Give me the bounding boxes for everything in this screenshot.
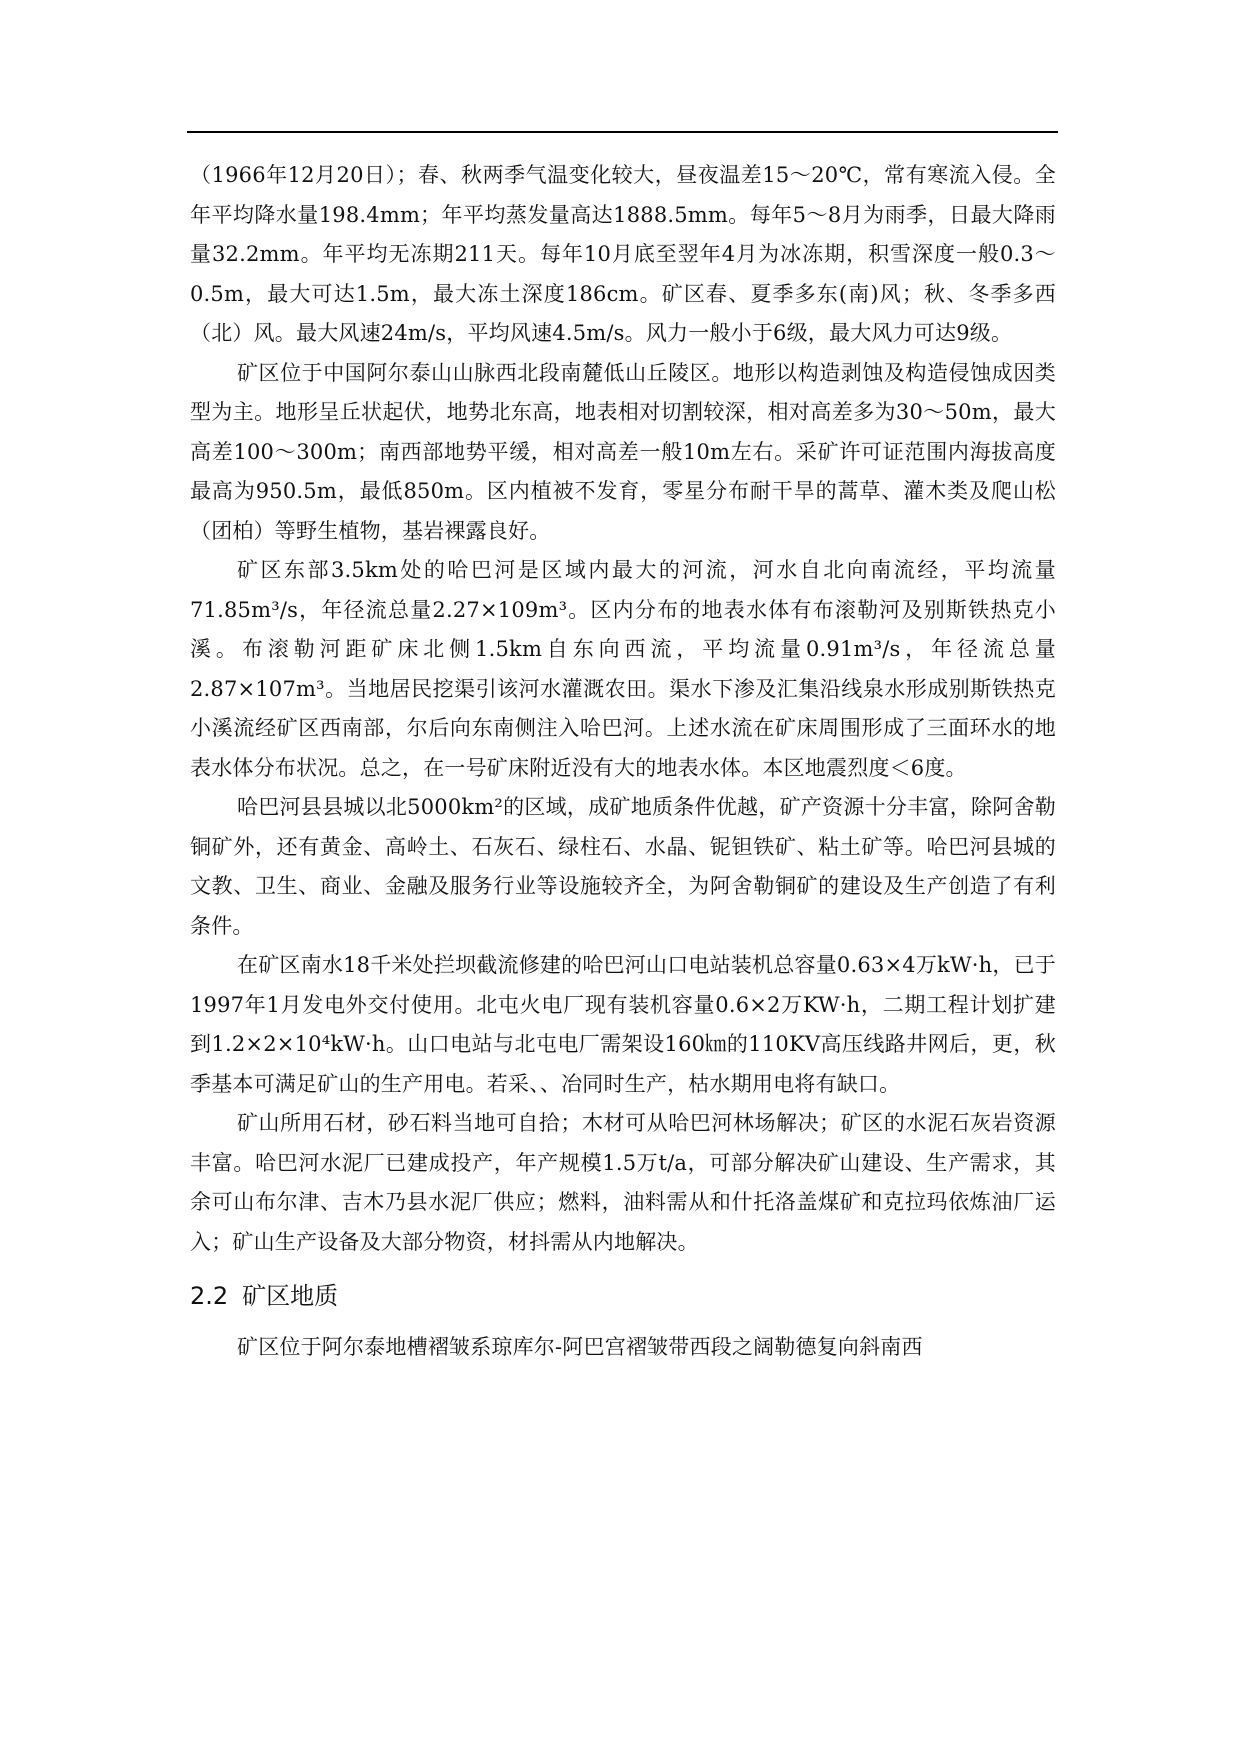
header-rule (187, 131, 1058, 133)
section-heading (190, 1276, 1056, 1316)
section-title: 矿区地质 (242, 1282, 339, 1310)
paragraph-climate: （1966年12月20日）；春、秋两季气温变化较大，昼夜温差15～20℃，常有寒流入侵。全年平均降水量198.4mm；年平均蒸发量高达1888.5mm。每年5～8月为雨季，日最大降雨量32.2mm。年平均无冻期211天。每年10月底至翌年4月为冰冻期，积雪深度一般0.3～0.5m，最大可达1.5m，最大冻土深度186cm。矿区春、夏季多东(南)风；秋、冬季多西（北）风。最大风速24m/s，平均风速4.5m/s。风力一般小于6级，最大风力可达9级。 (190, 163, 1056, 345)
paragraph-hydrology: 矿区东部3.5km处的哈巴河是区域内最大的河流，河水自北向南流经，平均流量71.85m³/s，年径流总量2.27×109m³。区内分布的地表水体有布滚勒河及别斯铁热克小溪。布滚勒河距矿床北侧1.5km自东向西流，平均流量0.91m³/s，年径流总量2.87×107m³。当地居民挖渠引该河水灌溉农田。渠水下渗及汇集沿线泉水形成别斯铁热克小溪流经矿区西南部，尔后向东南侧注入哈巴河。上述水流在矿床周围形成了三面环水的地表水体分布状况。总之，在一号矿床附近没有大的地表水体。本区地震烈度＜6度。 (190, 558, 1056, 780)
paragraph-regional-resources: 哈巴河县县城以北5000km²的区域，成矿地质条件优越，矿产资源十分丰富，除阿舍勒铜矿外，还有黄金、高岭土、石灰石、绿柱石、水晶、铌钽铁矿、粘土矿等。哈巴河县城的文教、卫生、商业、金融及服务行业等设施较齐全，为阿舍勒铜矿的建设及生产创造了有利条件。 (190, 795, 1056, 938)
section-number: 2.2 (190, 1282, 229, 1310)
page-body (190, 156, 1056, 1368)
paragraph-power-supply: 在矿区南水18千米处拦坝截流修建的哈巴河山口电站装机总容量0.63×4万kW·h，已于1997年1月发电外交付使用。北屯火电厂现有装机容量0.6×2万KW·h，二期工程计划扩建到1.2×2×10⁴kW·h。山口电站与北屯电厂需架设160㎞的110KV高压线路井网后，更，秋季基本可满足矿山的生产用电。若采、、冶同时生产，枯水期用电将有缺口。 (190, 953, 1056, 1096)
paragraph-materials-supply: 矿山所用石材，砂石料当地可自拾；木材可从哈巴河林场解决；矿区的水泥石灰岩资源丰富。哈巴河水泥厂已建成投产，年产规模1.5万t/a，可部分解决矿山建设、生产需求，其余可山布尔津、吉木乃县水泥厂供应；燃料，油料需从和什托洛盖煤矿和克拉玛依炼油厂运入；矿山生产设备及大部分物资，材抖需从内地解决。 (190, 1111, 1056, 1254)
paragraph-geology-intro: 矿区位于阿尔泰地槽褶皱系琼库尔-阿巴宫褶皱带西段之阔勒德复向斜南西 (237, 1335, 923, 1359)
paragraph-topography: 矿区位于中国阿尔泰山山脉西北段南麓低山丘陵区。地形以构造剥蚀及构造侵蚀成因类型为主。地形呈丘状起伏，地势北东高，地表相对切割较深，相对高差多为30～50m，最大高差100～300m；南西部地势平缓，相对高差一般10m左右。采矿许可证范围内海拔高度最高为950.5m，最低850m。区内植被不发育，零星分布耐干旱的蒿草、灌木类及爬山松（团柏）等野生植物，基岩裸露良好。 (190, 360, 1056, 543)
